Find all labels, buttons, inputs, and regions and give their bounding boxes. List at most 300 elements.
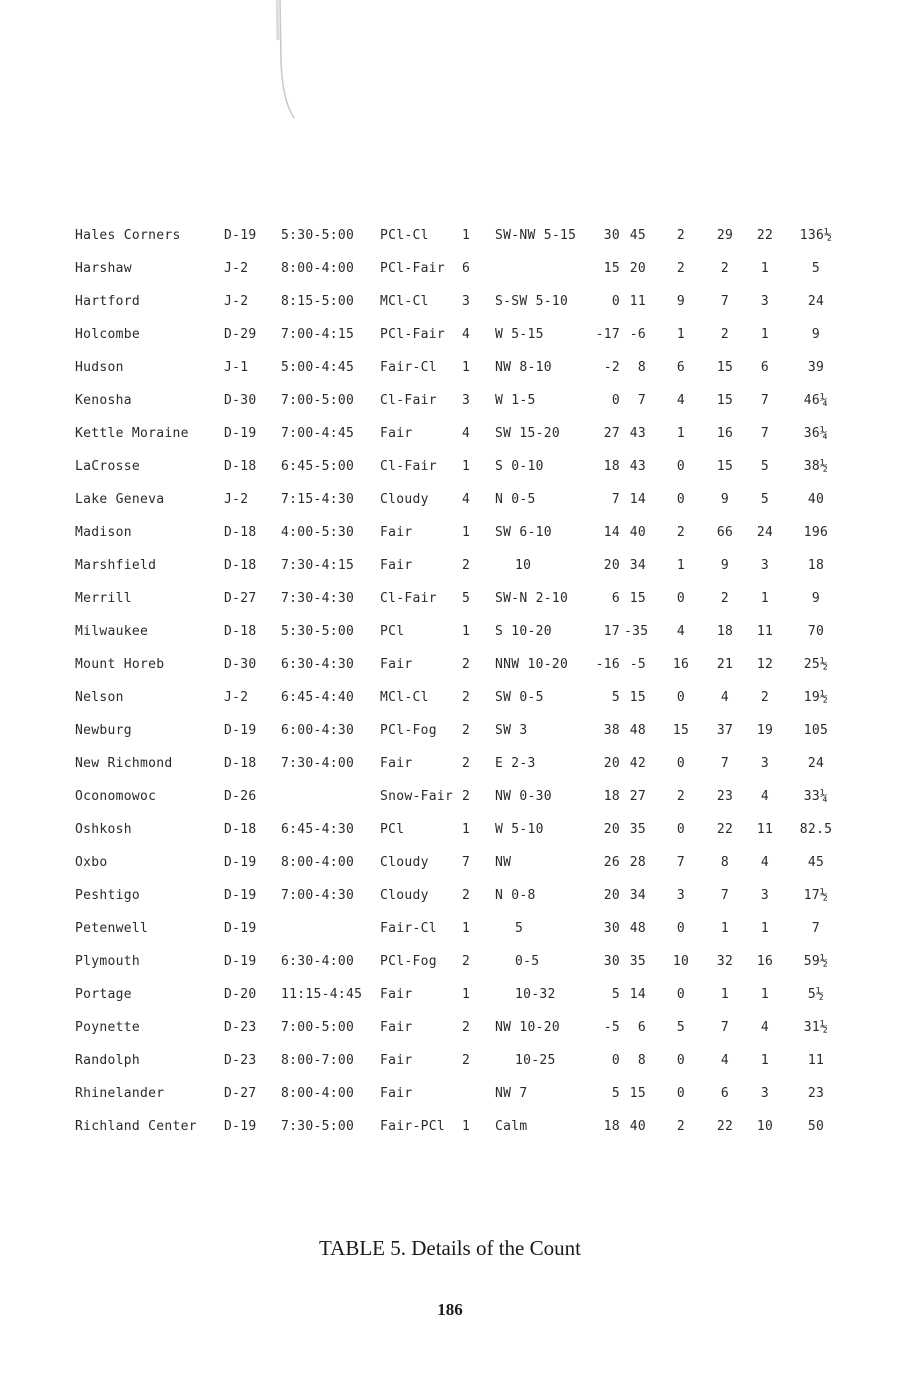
count-1-cell: 1: [676, 558, 686, 573]
location-cell: LaCrosse: [75, 459, 141, 474]
count-3-cell: 1: [760, 987, 770, 1002]
location-cell: Portage: [75, 987, 132, 1002]
date-cell: J-2: [224, 492, 249, 507]
count-1-cell: 0: [676, 987, 686, 1002]
count-3-cell: 4: [760, 789, 770, 804]
time-cell: 5:30-5:00: [281, 228, 355, 243]
table-row: [0, 453, 900, 486]
sky-cell: PCl-Fog: [380, 723, 437, 738]
temp-low-cell: 5: [611, 690, 620, 705]
count-4-cell: 33¼: [803, 789, 829, 804]
count-1-cell: 0: [676, 756, 686, 771]
temp-high-cell: 34: [629, 558, 646, 573]
sky-cell: Fair-Cl: [380, 360, 437, 375]
count-4-cell: 82.5: [799, 822, 833, 837]
count-2-cell: 21: [716, 657, 734, 672]
count-4-cell: 46¼: [803, 393, 829, 408]
time-cell: 8:00-4:00: [281, 1086, 355, 1101]
location-cell: Plymouth: [75, 954, 141, 969]
date-cell: D-19: [224, 855, 257, 870]
date-cell: D-19: [224, 954, 257, 969]
snow-cell: 2: [462, 888, 471, 903]
count-3-cell: 3: [760, 558, 770, 573]
date-cell: D-19: [224, 426, 257, 441]
wind-cell: 10: [515, 558, 532, 573]
time-cell: 6:30-4:30: [281, 657, 355, 672]
time-cell: 6:00-4:30: [281, 723, 355, 738]
sky-cell: Fair: [380, 525, 413, 540]
temp-low-cell: 5: [611, 987, 620, 1002]
table-row: [0, 255, 900, 288]
wind-cell: NNW 10-20: [495, 657, 569, 672]
count-2-cell: 16: [716, 426, 734, 441]
count-1-cell: 5: [676, 1020, 686, 1035]
temp-low-cell: 27: [603, 426, 620, 441]
time-cell: 7:00-5:00: [281, 1020, 355, 1035]
count-2-cell: 6: [720, 1086, 730, 1101]
count-4-cell: 23: [807, 1086, 825, 1101]
date-cell: D-19: [224, 228, 257, 243]
count-1-cell: 0: [676, 1053, 686, 1068]
count-2-cell: 22: [716, 822, 734, 837]
count-1-cell: 4: [676, 624, 686, 639]
date-cell: D-18: [224, 756, 257, 771]
location-cell: Richland Center: [75, 1119, 197, 1134]
location-cell: Oshkosh: [75, 822, 132, 837]
time-cell: 7:30-4:00: [281, 756, 355, 771]
count-3-cell: 6: [760, 360, 770, 375]
page-fold-mark: [276, 0, 316, 120]
table-row: [0, 420, 900, 453]
count-3-cell: 4: [760, 855, 770, 870]
snow-cell: 2: [462, 954, 471, 969]
count-4-cell: 25½: [803, 657, 829, 672]
sky-cell: Fair-Cl: [380, 921, 437, 936]
temp-low-cell: -5: [603, 1020, 620, 1035]
count-2-cell: 7: [720, 888, 730, 903]
date-cell: D-19: [224, 921, 257, 936]
count-4-cell: 40: [807, 492, 825, 507]
count-2-cell: 4: [720, 1053, 730, 1068]
count-1-cell: 2: [676, 525, 686, 540]
sky-cell: PCl-Fair: [380, 327, 446, 342]
wind-cell: SW-N 2-10: [495, 591, 569, 606]
count-4-cell: 5½: [807, 987, 825, 1002]
temp-high-cell: -35: [624, 624, 649, 639]
snow-cell: 4: [462, 426, 471, 441]
snow-cell: 2: [462, 558, 471, 573]
count-2-cell: 2: [720, 261, 730, 276]
location-cell: Mount Horeb: [75, 657, 165, 672]
snow-cell: 3: [462, 294, 471, 309]
count-3-cell: 11: [756, 822, 774, 837]
count-1-cell: 2: [676, 228, 686, 243]
location-cell: Hales Corners: [75, 228, 181, 243]
table-row: [0, 948, 900, 981]
date-cell: D-20: [224, 987, 257, 1002]
count-1-cell: 0: [676, 822, 686, 837]
sky-cell: Cl-Fair: [380, 393, 437, 408]
temp-high-cell: 14: [629, 987, 646, 1002]
wind-cell: E 2-3: [495, 756, 536, 771]
count-4-cell: 50: [807, 1119, 825, 1134]
sky-cell: Fair: [380, 987, 413, 1002]
snow-cell: 1: [462, 624, 471, 639]
location-cell: Nelson: [75, 690, 124, 705]
count-3-cell: 7: [760, 426, 770, 441]
time-cell: 7:15-4:30: [281, 492, 355, 507]
location-cell: Randolph: [75, 1053, 141, 1068]
location-cell: Merrill: [75, 591, 132, 606]
time-cell: 7:30-5:00: [281, 1119, 355, 1134]
temp-low-cell: 20: [603, 558, 620, 573]
table-row: [0, 783, 900, 816]
count-3-cell: 1: [760, 327, 770, 342]
count-2-cell: 4: [720, 690, 730, 705]
count-2-cell: 8: [720, 855, 730, 870]
sky-cell: Cloudy: [380, 855, 429, 870]
count-3-cell: 19: [756, 723, 774, 738]
count-3-cell: 3: [760, 888, 770, 903]
wind-cell: NW 7: [495, 1086, 528, 1101]
table-row: [0, 585, 900, 618]
location-cell: Lake Geneva: [75, 492, 165, 507]
time-cell: 6:45-5:00: [281, 459, 355, 474]
wind-cell: NW: [495, 855, 512, 870]
temp-high-cell: 20: [629, 261, 646, 276]
count-4-cell: 36¼: [803, 426, 829, 441]
temp-high-cell: 48: [629, 723, 646, 738]
location-cell: Marshfield: [75, 558, 157, 573]
sky-cell: Fair: [380, 657, 413, 672]
snow-cell: 4: [462, 492, 471, 507]
count-1-cell: 10: [672, 954, 690, 969]
snow-cell: 3: [462, 393, 471, 408]
count-2-cell: 7: [720, 756, 730, 771]
temp-low-cell: 18: [603, 789, 620, 804]
count-3-cell: 16: [756, 954, 774, 969]
count-4-cell: 70: [807, 624, 825, 639]
sky-cell: PCl-Fair: [380, 261, 446, 276]
count-1-cell: 0: [676, 591, 686, 606]
time-cell: 7:30-4:30: [281, 591, 355, 606]
temp-low-cell: 38: [603, 723, 620, 738]
snow-cell: 1: [462, 822, 471, 837]
temp-high-cell: 15: [629, 1086, 646, 1101]
date-cell: D-18: [224, 558, 257, 573]
date-cell: D-30: [224, 393, 257, 408]
temp-low-cell: 18: [603, 1119, 620, 1134]
snow-cell: 1: [462, 459, 471, 474]
temp-high-cell: 8: [637, 360, 646, 375]
sky-cell: Cloudy: [380, 888, 429, 903]
sky-cell: Cl-Fair: [380, 591, 437, 606]
count-1-cell: 16: [672, 657, 690, 672]
count-4-cell: 45: [807, 855, 825, 870]
date-cell: D-19: [224, 723, 257, 738]
count-3-cell: 2: [760, 690, 770, 705]
temp-low-cell: 15: [603, 261, 620, 276]
snow-cell: 5: [462, 591, 471, 606]
location-cell: Holcombe: [75, 327, 141, 342]
wind-cell: NW 10-20: [495, 1020, 561, 1035]
wind-cell: SW 6-10: [495, 525, 552, 540]
table-row: [0, 981, 900, 1014]
temp-low-cell: -16: [595, 657, 620, 672]
snow-cell: 1: [462, 525, 471, 540]
temp-low-cell: 17: [603, 624, 620, 639]
count-4-cell: 5: [811, 261, 821, 276]
date-cell: D-19: [224, 1119, 257, 1134]
time-cell: 4:00-5:30: [281, 525, 355, 540]
date-cell: J-2: [224, 690, 249, 705]
sky-cell: MCl-Cl: [380, 294, 429, 309]
wind-cell: W 1-5: [495, 393, 536, 408]
count-3-cell: 7: [760, 393, 770, 408]
temp-high-cell: 15: [629, 591, 646, 606]
table-row: [0, 717, 900, 750]
temp-low-cell: 26: [603, 855, 620, 870]
location-cell: Hudson: [75, 360, 124, 375]
sky-cell: PCl-Cl: [380, 228, 429, 243]
snow-cell: 1: [462, 360, 471, 375]
temp-low-cell: 18: [603, 459, 620, 474]
sky-cell: Fair: [380, 426, 413, 441]
date-cell: J-2: [224, 294, 249, 309]
count-3-cell: 1: [760, 591, 770, 606]
temp-low-cell: 30: [603, 921, 620, 936]
temp-low-cell: 0: [611, 393, 620, 408]
sky-cell: MCl-Cl: [380, 690, 429, 705]
temp-high-cell: 8: [637, 1053, 646, 1068]
wind-cell: W 5-10: [495, 822, 544, 837]
time-cell: 8:15-5:00: [281, 294, 355, 309]
count-4-cell: 19½: [803, 690, 829, 705]
table-row: [0, 882, 900, 915]
count-1-cell: 0: [676, 690, 686, 705]
count-2-cell: 66: [716, 525, 734, 540]
temp-high-cell: 27: [629, 789, 646, 804]
temp-high-cell: 7: [637, 393, 646, 408]
temp-low-cell: 5: [611, 1086, 620, 1101]
temp-high-cell: 43: [629, 459, 646, 474]
temp-low-cell: 0: [611, 1053, 620, 1068]
snow-cell: 2: [462, 1020, 471, 1035]
count-2-cell: 15: [716, 360, 734, 375]
count-4-cell: 24: [807, 756, 825, 771]
date-cell: D-18: [224, 459, 257, 474]
time-cell: 8:00-4:00: [281, 855, 355, 870]
wind-cell: 10-32: [515, 987, 556, 1002]
table-row: [0, 849, 900, 882]
count-1-cell: 4: [676, 393, 686, 408]
wind-cell: S 0-10: [495, 459, 544, 474]
count-4-cell: 7: [811, 921, 821, 936]
wind-cell: Calm: [495, 1119, 528, 1134]
temp-high-cell: 14: [629, 492, 646, 507]
count-2-cell: 32: [716, 954, 734, 969]
count-3-cell: 3: [760, 756, 770, 771]
wind-cell: SW 15-20: [495, 426, 561, 441]
date-cell: D-19: [224, 888, 257, 903]
table-row: [0, 1014, 900, 1047]
sky-cell: Fair-PCl: [380, 1119, 446, 1134]
count-1-cell: 1: [676, 426, 686, 441]
time-cell: 8:00-7:00: [281, 1053, 355, 1068]
snow-cell: 2: [462, 756, 471, 771]
location-cell: Oxbo: [75, 855, 108, 870]
table-row: [0, 1080, 900, 1113]
count-1-cell: 9: [676, 294, 686, 309]
temp-high-cell: 40: [629, 1119, 646, 1134]
count-1-cell: 6: [676, 360, 686, 375]
count-1-cell: 7: [676, 855, 686, 870]
snow-cell: 1: [462, 228, 471, 243]
sky-cell: PCl: [380, 624, 405, 639]
table-row: [0, 354, 900, 387]
time-cell: 7:30-4:15: [281, 558, 355, 573]
date-cell: D-23: [224, 1020, 257, 1035]
count-2-cell: 37: [716, 723, 734, 738]
count-3-cell: 12: [756, 657, 774, 672]
count-4-cell: 18: [807, 558, 825, 573]
count-3-cell: 5: [760, 492, 770, 507]
count-2-cell: 15: [716, 459, 734, 474]
temp-high-cell: 11: [629, 294, 646, 309]
count-4-cell: 105: [803, 723, 829, 738]
table-row: [0, 222, 900, 255]
count-4-cell: 38½: [803, 459, 829, 474]
date-cell: D-23: [224, 1053, 257, 1068]
temp-high-cell: 15: [629, 690, 646, 705]
count-4-cell: 39: [807, 360, 825, 375]
temp-low-cell: 14: [603, 525, 620, 540]
table-row: [0, 387, 900, 420]
time-cell: 7:00-4:45: [281, 426, 355, 441]
temp-low-cell: 7: [611, 492, 620, 507]
wind-cell: 5: [515, 921, 524, 936]
count-1-cell: 2: [676, 789, 686, 804]
sky-cell: Fair: [380, 756, 413, 771]
count-1-cell: 15: [672, 723, 690, 738]
temp-low-cell: -2: [603, 360, 620, 375]
time-cell: 6:30-4:00: [281, 954, 355, 969]
temp-high-cell: 28: [629, 855, 646, 870]
table-row: [0, 486, 900, 519]
count-3-cell: 1: [760, 1053, 770, 1068]
temp-low-cell: 20: [603, 756, 620, 771]
page-number: 186: [437, 1300, 463, 1319]
count-3-cell: 24: [756, 525, 774, 540]
date-cell: D-18: [224, 525, 257, 540]
snow-cell: 6: [462, 261, 471, 276]
table-row: [0, 1113, 900, 1146]
wind-cell: 10-25: [515, 1053, 556, 1068]
location-cell: Rhinelander: [75, 1086, 165, 1101]
date-cell: J-1: [224, 360, 249, 375]
location-cell: Newburg: [75, 723, 132, 738]
count-3-cell: 22: [756, 228, 774, 243]
time-cell: 11:15-4:45: [281, 987, 363, 1002]
count-3-cell: 10: [756, 1119, 774, 1134]
snow-cell: 4: [462, 327, 471, 342]
snow-cell: 7: [462, 855, 471, 870]
wind-cell: N 0-5: [495, 492, 536, 507]
count-1-cell: 0: [676, 459, 686, 474]
count-4-cell: 9: [811, 591, 821, 606]
temp-high-cell: 34: [629, 888, 646, 903]
count-2-cell: 7: [720, 1020, 730, 1035]
temp-low-cell: 30: [603, 954, 620, 969]
sky-cell: Fair: [380, 1086, 413, 1101]
count-2-cell: 23: [716, 789, 734, 804]
snow-cell: 1: [462, 987, 471, 1002]
time-cell: 7:00-4:15: [281, 327, 355, 342]
location-cell: Oconomowoc: [75, 789, 157, 804]
wind-cell: S 10-20: [495, 624, 552, 639]
sky-cell: Snow-Fair: [380, 789, 454, 804]
count-details-table: [0, 222, 900, 1146]
count-3-cell: 3: [760, 294, 770, 309]
location-cell: Harshaw: [75, 261, 132, 276]
count-3-cell: 1: [760, 921, 770, 936]
count-3-cell: 3: [760, 1086, 770, 1101]
count-2-cell: 22: [716, 1119, 734, 1134]
temp-high-cell: 42: [629, 756, 646, 771]
wind-cell: NW 0-30: [495, 789, 552, 804]
location-cell: Milwaukee: [75, 624, 149, 639]
count-1-cell: 0: [676, 1086, 686, 1101]
time-cell: 6:45-4:40: [281, 690, 355, 705]
count-4-cell: 136½: [799, 228, 833, 243]
location-cell: Petenwell: [75, 921, 149, 936]
count-2-cell: 1: [720, 987, 730, 1002]
sky-cell: Cl-Fair: [380, 459, 437, 474]
count-1-cell: 2: [676, 261, 686, 276]
snow-cell: 2: [462, 723, 471, 738]
location-cell: Kenosha: [75, 393, 132, 408]
temp-low-cell: 20: [603, 822, 620, 837]
count-1-cell: 3: [676, 888, 686, 903]
time-cell: 6:45-4:30: [281, 822, 355, 837]
sky-cell: Cloudy: [380, 492, 429, 507]
temp-high-cell: 45: [629, 228, 646, 243]
location-cell: Poynette: [75, 1020, 141, 1035]
temp-high-cell: 6: [637, 1020, 646, 1035]
wind-cell: SW-NW 5-15: [495, 228, 577, 243]
temp-low-cell: -17: [595, 327, 620, 342]
count-4-cell: 24: [807, 294, 825, 309]
temp-low-cell: 30: [603, 228, 620, 243]
count-1-cell: 1: [676, 327, 686, 342]
time-cell: 8:00-4:00: [281, 261, 355, 276]
location-cell: New Richmond: [75, 756, 173, 771]
snow-cell: 2: [462, 789, 471, 804]
temp-high-cell: 35: [629, 954, 646, 969]
wind-cell: S-SW 5-10: [495, 294, 569, 309]
date-cell: D-26: [224, 789, 257, 804]
table-caption: TABLE 5. Details of the Count: [319, 1236, 581, 1260]
time-cell: 5:30-5:00: [281, 624, 355, 639]
count-2-cell: 7: [720, 294, 730, 309]
date-cell: D-30: [224, 657, 257, 672]
table-row: [0, 288, 900, 321]
count-2-cell: 2: [720, 327, 730, 342]
temp-high-cell: 43: [629, 426, 646, 441]
temp-high-cell: -6: [629, 327, 646, 342]
temp-high-cell: -5: [629, 657, 646, 672]
location-cell: Kettle Moraine: [75, 426, 189, 441]
